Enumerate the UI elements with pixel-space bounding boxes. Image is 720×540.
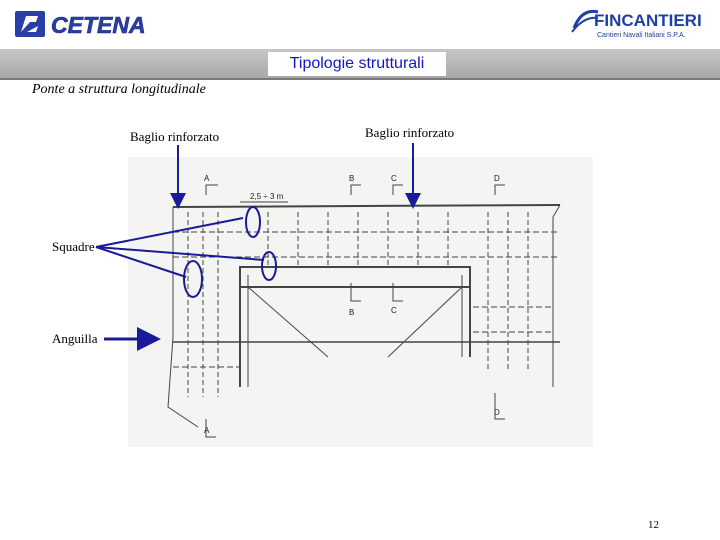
svg-text:CETENA: CETENA	[51, 12, 146, 38]
baglio-rinforzato-label-right: Baglio rinforzato	[365, 125, 455, 140]
section-mark-c-top: C	[391, 174, 397, 183]
svg-text:FINCANTIERI: FINCANTIERI	[594, 11, 702, 30]
section-mark-b-bottom: B	[349, 308, 355, 317]
section-mark-c-bottom: C	[391, 306, 397, 315]
section-mark-d-bottom: D	[494, 408, 500, 417]
anguilla-label: Anguilla	[52, 331, 98, 346]
dimension-label: 2,5 ÷ 3 m	[250, 192, 284, 201]
section-mark-a-top: A	[204, 174, 210, 183]
deck-structure-drawing	[128, 157, 593, 447]
section-mark-b-top: B	[349, 174, 355, 183]
baglio-rinforzato-label-left: Baglio rinforzato	[130, 129, 220, 144]
slide-title: Tipologie strutturali	[268, 52, 446, 76]
page-number: 12	[648, 519, 659, 531]
section-mark-a-bottom: A	[204, 426, 210, 435]
fincantieri-logo	[570, 6, 716, 40]
squadre-label: Squadre	[52, 239, 95, 254]
cetena-logo	[14, 8, 176, 40]
subtitle: Ponte a struttura longitudinale	[32, 82, 206, 97]
svg-text:Cantieri Navali Italiani S.P.A: Cantieri Navali Italiani S.P.A.	[597, 32, 686, 39]
section-mark-d-top: D	[494, 174, 500, 183]
